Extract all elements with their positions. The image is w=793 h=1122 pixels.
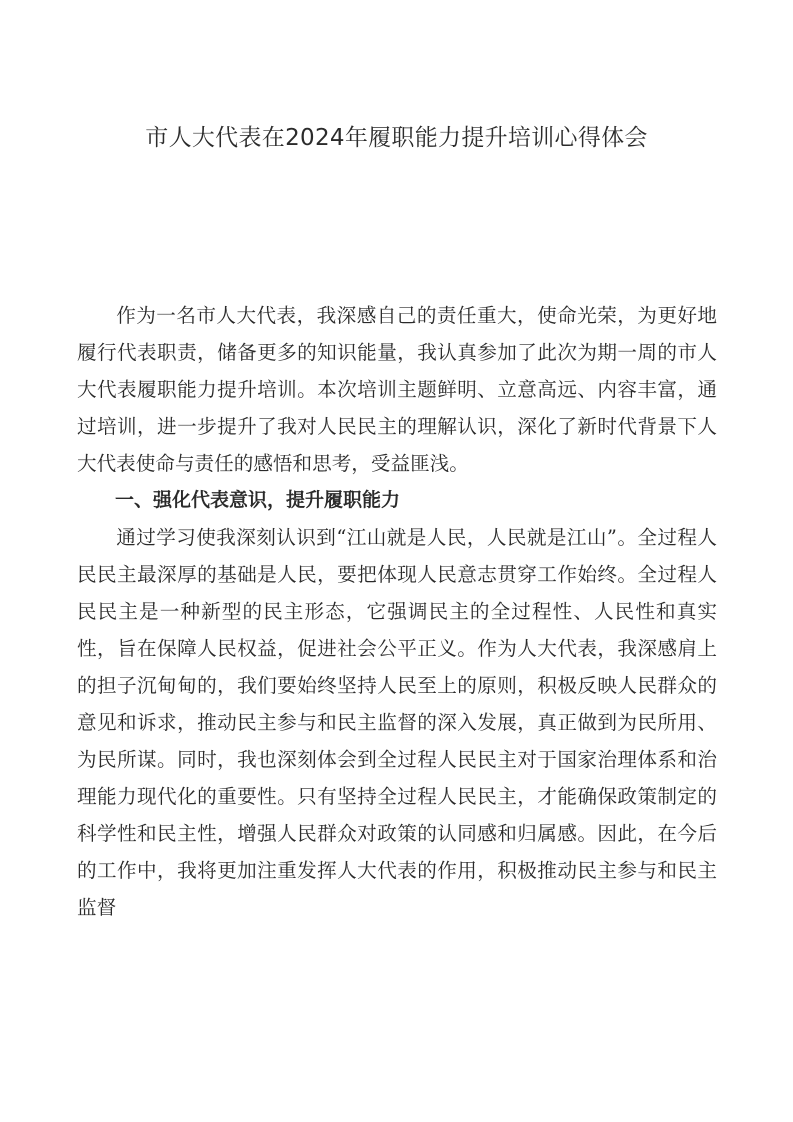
section-heading: 一、强化代表意识，提升履职能力 [115, 489, 401, 511]
document-title: 市人大代表在2024年履职能力提升培训心得体会 [145, 125, 648, 151]
section-paragraph: 通过学习使我深刻认识到“江山就是人民，人民就是江山”。全过程人民民主最深厚的基础是人民，要把体现人民意志贯穿工作始终。全过程人民民主是一种新型的民主形态，它强调民主的全过程性、人民性和真实性，旨在保障人民权益，促进社会公平正义。作为人大代表，我深感肩上的担子沉甸甸的，我们要始终坚持人民至上的原则，积极反映人民群众的意见和诉求，推动民主参与和民主监督的深入发展，真正做到为民所用、为民所谋。同时，我也深刻体会到全过程人民民主对于国家治理体系和治理能力现代化的重要性。只有坚持全过程人民民主，才能确保政策制定的科学性和民主性，增强人民群众对政策的认同感和归属感。因此，在今后的工作中，我将更加注重发挥人大代表的作用，积极推动民主参与和民主监督 [77, 526, 717, 919]
intro-paragraph: 作为一名市人大代表，我深感自己的责任重大，使命光荣，为更好地履行代表职责，储备更多的知识能量，我认真参加了此次为期一周的市人大代表履职能力提升培训。本次培训主题鲜明、立意高远、内容丰富，通过培训，进一步提升了我对人民民主的理解认识，深化了新时代背景下人大代表使命与责任的感悟和思考，受益匪浅。 [77, 304, 717, 475]
document-body [77, 297, 717, 926]
